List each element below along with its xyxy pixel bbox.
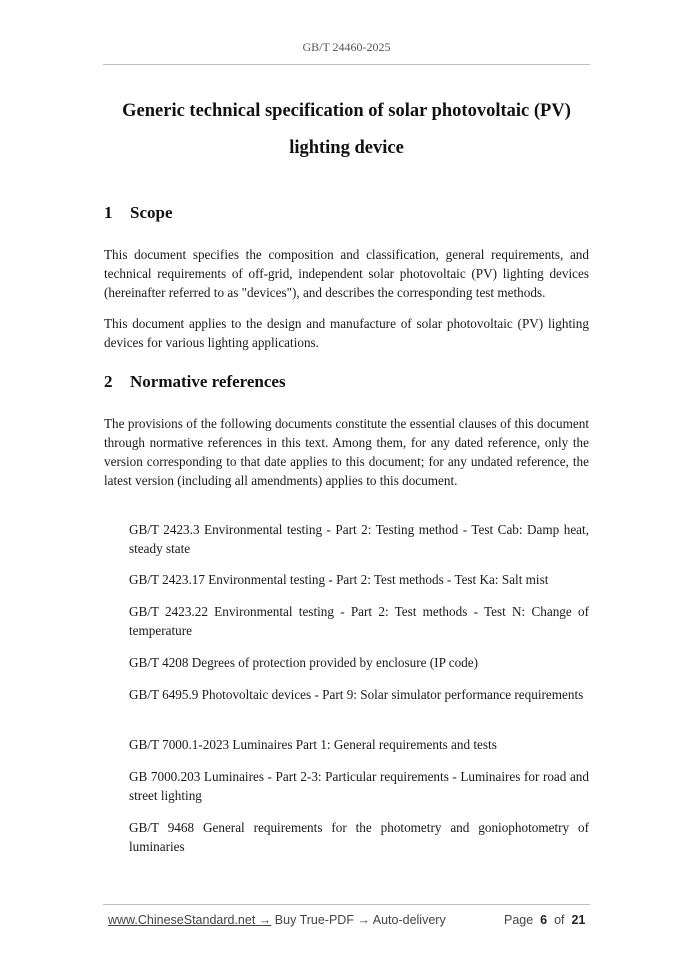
page-total: 21 — [571, 913, 586, 927]
reference-item: GB/T 4208 Degrees of protection provided by enclosure (IP code) — [129, 655, 479, 670]
reference-item: GB/T 2423.17 Environmental testing - Part 2: Test methods - Test Ka: Salt mist — [129, 572, 549, 587]
page-header-doc-id: GB/T 24460-2025 — [302, 40, 391, 54]
section-1-heading — [104, 203, 173, 223]
title-line-1: Generic technical specification of solar photovoltaic (PV) — [122, 101, 571, 121]
reference-item: GB/T 2423.3 Environmental testing - Part 2: Testing method - Test Cab: Damp heat, steady state — [129, 522, 589, 556]
header-divider — [103, 64, 590, 65]
reference-item: GB/T 2423.22 Environmental testing - Part 2: Test methods - Test N: Change of temperature — [129, 604, 589, 638]
page-current: 6 — [540, 913, 548, 927]
reference-item: GB/T 7000.1-2023 Luminaires Part 1: General requirements and tests — [129, 737, 497, 752]
page-counter — [504, 913, 585, 927]
scope-paragraph-1: This document specifies the composition and classification, general requirements, and technical requirements of off-grid, independent solar photovoltaic (PV) lighting devices (hereinafter referred to as "devices"), and describes the corresponding test methods. — [104, 247, 589, 300]
reference-item: GB/T 6495.9 Photovoltaic devices - Part 9: Solar simulator performance requirements — [129, 687, 584, 702]
section-2-heading — [104, 372, 286, 392]
normative-intro-paragraph: The provisions of the following documents constitute the essential clauses of this document through normative references in this text. Among them, for any dated reference, only the version corresponding to that date applies to this document; for any undated reference, the latest version (including all amendments) applies to this document. — [104, 416, 589, 488]
arrow-right-icon: → — [357, 913, 370, 927]
section-1-number: 1 — [104, 203, 113, 222]
footer-promo — [108, 913, 446, 927]
footer-divider — [103, 904, 590, 905]
section-2-number: 2 — [104, 372, 113, 391]
section-2-title: Normative references — [130, 372, 286, 391]
page-word: Page — [504, 913, 534, 927]
auto-delivery-text: Auto-delivery — [372, 913, 446, 927]
reference-item: GB/T 9468 General requirements for the photometry and goniophotometry of luminaries — [129, 820, 589, 854]
arrow-right-icon: → — [258, 913, 272, 927]
reference-item: GB 7000.203 Luminaires - Part 2-3: Particular requirements - Luminaires for road and street lighting — [129, 769, 589, 803]
chinesestandard-link[interactable]: www.ChineseStandard.net → — [108, 913, 272, 927]
section-1-title: Scope — [130, 203, 173, 222]
title-line-2: lighting device — [289, 138, 404, 158]
page-of: of — [554, 913, 565, 927]
buy-true-pdf-text: Buy True-PDF — [274, 913, 354, 927]
scope-paragraph-2: This document applies to the design and manufacture of solar photovoltaic (PV) lighting devices for various lighting applications. — [104, 316, 589, 350]
document-title — [80, 93, 613, 167]
